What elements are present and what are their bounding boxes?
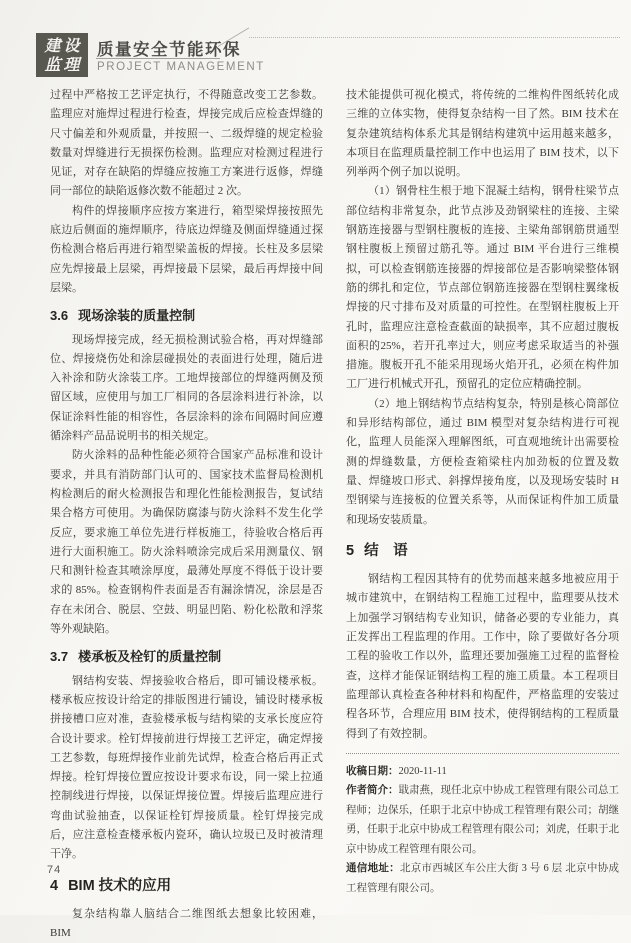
paragraph: 钢结构安装、焊接验收合格后，即可铺设楼承板。楼承板应按设计给定的排版图进行铺设，铺设时楼承板拼接槽口应对准，查验楼承板与结构梁的支承长度应符合设计要求。栓钉焊接前进行焊接工艺评定，确定焊接工艺参数，每班焊接作业前先试焊，检查合格后再正式焊接。栓钉焊接位置应按设计要求布设，同一梁上拉通控制线进行焊接，以保证焊接位置。焊接后监理应进行弯曲试验抽查，以保证栓钉焊接质量。栓钉焊接完成后，应注意检查楼承板内瓷环，确认垃圾已及时被清理干净。 xyxy=(50,674,323,861)
footnote-block xyxy=(346,753,619,899)
section-number: 4 xyxy=(50,877,59,894)
section-title: 现场涂装的质量控制 xyxy=(78,308,196,324)
column-title-chinese: 质量安全节能环保 xyxy=(97,41,241,59)
received-date-line xyxy=(346,762,619,782)
paragraph: 钢结构工程因其特有的优势而越来越多地被应用于城市建筑中，在钢结构工程施工过程中，监理要从技术上加强学习钢结构专业知识，储备必要的专业能力，真正发挥出工程监理的作用。工作中，除了要做好各分项工程的验收工作以外，监理还要加强施工过程的监督检查，这样才能保证钢结构工程的施工质量。本工程项目监理部认真检查各种材料和构配件，严格监理的安装过程各环节，合理应用 BIM 技术，使得钢结构的工程质量得到了有效控制。 xyxy=(346,573,619,740)
paragraph: 防火涂料的品种性能必须符合国家产品标准和设计要求，并具有消防部门认可的、国家技术监督局检测机构检测后的耐火检测报告和理化性能检测报告，复试结果合格方可使用。为确保防腐漆与防火涂料不发生化学反应，要求施工单位先进行样板施工，待验收合格后再进行大面积施工。防火涂料喷涂完成后采用测量仪、钢尺和测针检查其喷涂厚度，最薄处厚度不得低于设计要求的 85%。检查钢构件表面是否有漏涂情况，涂层是否存在未闭合、脱层、空鼓、明显凹陷、粉化松散和浮浆等外观缺陷。 xyxy=(50,449,323,636)
address-line xyxy=(346,859,619,898)
received-date-label: 收稿日期： xyxy=(346,764,399,777)
paragraph: 技术能提供可视化模式，将传统的二维构件图纸转化成三维的立体实物，使得复杂结构一目了然。BIM 技术在复杂建筑结构体系尤其是钢结构建筑中运用越来越多，本项目在监理质量控制工作中也运用了 BIM 技术，以下列举两个例子加以说明。 xyxy=(346,89,619,179)
header-underline xyxy=(96,58,220,59)
section-heading-5 xyxy=(346,542,619,561)
paragraph: （1）钢骨柱生根于地下混凝土结构，钢骨柱梁节点部位结构非常复杂，此节点涉及劲钢梁柱的连接、主梁钢筋连接器与型钢柱腹板的连接、主梁角部钢筋贯通型钢柱腹板上预留过筋孔等。通过 BIM 平台进行三维模拟，可以检查钢筋连接器的焊接部位是否影响梁整体钢筋的绑扎和定位，节点部位钢筋连接器在型钢柱翼缘板焊接的尺寸排布及对质量的可控性。在型钢柱腹板上开孔时，监理应注意检查截面的缺损率，其不应超过腹板面积的25%，若开孔率过大，则应考虑采取适当的补强措施。腹板开孔不能采用现场火焰开孔，必须在构件加工厂进行机械式开孔，预留孔的定位应精确控制。 xyxy=(346,185,619,391)
page-number: 74 xyxy=(47,864,62,876)
paragraph: （2）地上钢结构节点结构复杂，特别是核心筒部位和异形结构部位，通过 BIM 模型对复杂结构进行可视化，监理人员能深入理解图纸，可直观地统计出需要检测的焊缝数量，方便检查箱梁柱内加劲板的位置及数量、焊缝坡口形式、斜撑焊接角度，以及现场安装时 H 型钢梁与连接板的位置关系等，从而保证构件加工质量和现场安装质量。 xyxy=(346,397,619,526)
section-heading-4 xyxy=(50,877,323,896)
section-number: 5 xyxy=(346,542,355,559)
right-column xyxy=(346,86,619,898)
header-top-rule xyxy=(249,37,620,38)
section-number: 3.7 xyxy=(50,649,69,665)
paragraph: 现场焊接完成，经无损检测试验合格，再对焊缝部位、焊接烧伤处和涂层碰损处的表面进行处理，随后进入补涂和防火涂装工序。工地焊接部位的焊缝两侧及预留区域，应使用与加工厂相同的各层涂料进行补涂，以保证涂料性能的相容性，各层涂料的涂布间隔时间应遵循涂料产品品说明书的相关规定。 xyxy=(50,333,323,443)
section-heading-3-6 xyxy=(50,306,323,325)
author-bio-label: 作者简介： xyxy=(346,784,399,797)
section-title: 结 语 xyxy=(364,542,408,559)
address-label: 通信地址： xyxy=(346,862,400,875)
section-heading-3-7 xyxy=(50,647,323,666)
address-text: 北京市西城区车公庄大街 3 号 6 层 北京中协成工程管理有限公司。 xyxy=(346,863,620,894)
section-number: 3.6 xyxy=(50,308,69,324)
left-column xyxy=(50,86,323,943)
section-title: BIM 技术的应用 xyxy=(68,877,172,894)
journal-logo-line1: 建设 xyxy=(44,36,83,55)
author-bio-text: 戢肃燕，现任北京中协成工程管理有限公司总工程师；边保乐，任职于北京中协成工程管理有限公司；胡继勇，任职于北京中协成工程管理有限公司；刘虎，任职于北京中协成工程管理有限公司。 xyxy=(346,785,619,855)
paragraph: 复杂结构靠人脑结合二维图纸去想象比较困难，BIM xyxy=(50,907,323,940)
journal-logo-line2: 监理 xyxy=(44,55,83,74)
paragraph: 构件的焊接顺序应按方案进行，箱型梁焊接按照先底边后侧面的施焊顺序，待底边焊缝及侧面焊缝通过探伤检测合格后再进行箱型梁盖板的焊接。长柱及多层梁应先焊接最上层梁，再焊接最下层梁，最后再焊接中间层梁。 xyxy=(50,204,323,294)
received-date-value: 2020-11-11 xyxy=(398,765,447,777)
paragraph: 过程中严格按工艺评定执行，不得随意改变工艺参数。监理应对施焊过程进行检查，焊接完成后应检查焊缝的尺寸偏差和外观质量，并按照一、二级焊缝的规定检验数量对焊缝进行无损探伤检测。监理应对检测过程进行见证，对存在缺陷的焊缝应按施工方案进行返修，焊缝同一部位的缺陷返修次数不能超过 2 次。 xyxy=(50,89,323,198)
column-title-english: PROJECT MANAGEMENT xyxy=(97,61,265,73)
section-title: 楼承板及栓钉的质量控制 xyxy=(78,649,222,665)
author-bio-line xyxy=(346,781,619,859)
journal-logo xyxy=(36,33,88,77)
